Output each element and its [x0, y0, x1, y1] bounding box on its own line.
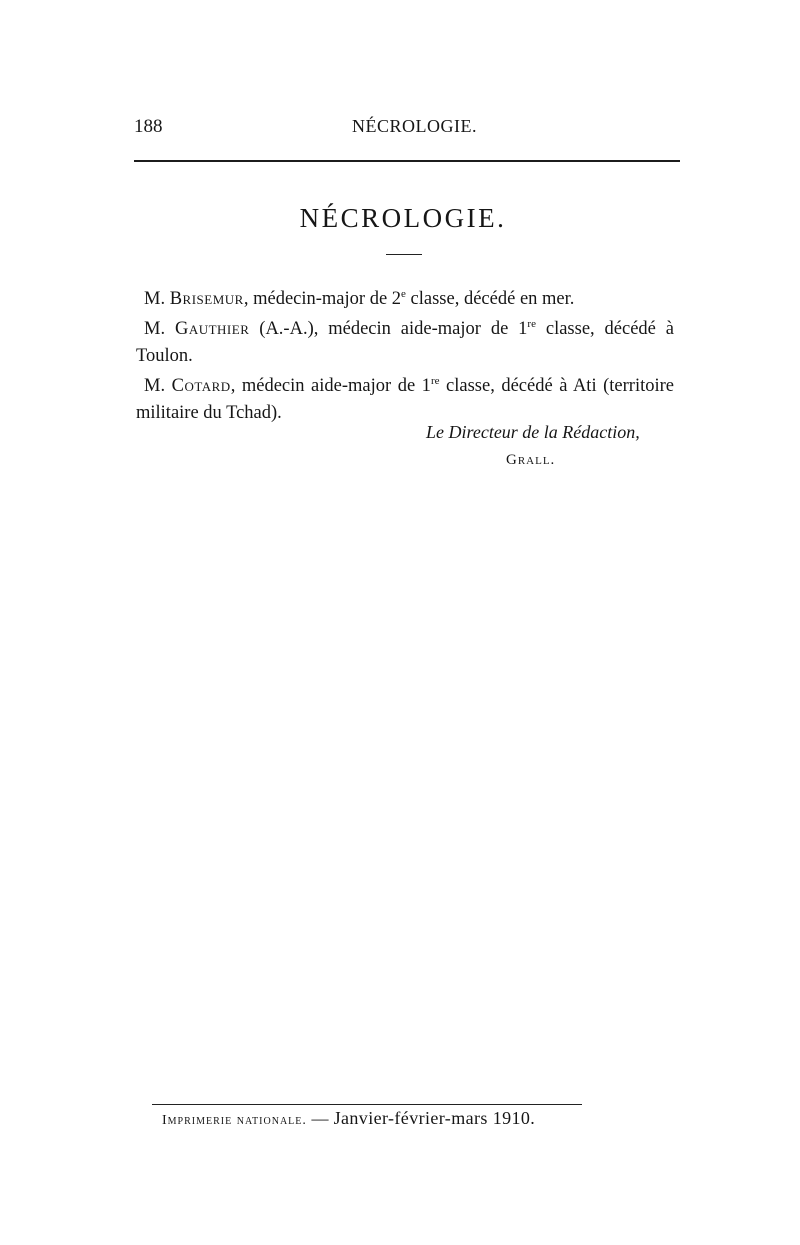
entry-text: classe, décédé en mer.: [405, 289, 575, 309]
signature-name: Grall.: [506, 452, 556, 468]
imprint-printer: Imprimerie nationale.: [162, 1113, 307, 1128]
imprint-separator: —: [306, 1109, 334, 1128]
page-number: 188: [134, 116, 163, 137]
entry-text: classe, décédé à Toulon.: [136, 318, 674, 366]
entry-superscript: re: [430, 374, 440, 387]
entry-superscript: e: [401, 288, 406, 300]
obituary-entry: [136, 286, 674, 314]
signature-role: Le Directeur de la Rédaction,: [426, 422, 640, 442]
entry-superscript: re: [527, 317, 536, 330]
obituary-list: [136, 286, 674, 430]
running-head: [134, 116, 680, 142]
entry-name: Gauthier: [174, 318, 250, 339]
title-rule: [386, 254, 422, 255]
imprint-date: Janvier-février-mars 1910.: [333, 1108, 536, 1128]
header-rule: [134, 160, 680, 162]
entry-prefix: M.: [144, 375, 172, 396]
footer-rule: [152, 1104, 582, 1105]
entry-prefix: M.: [144, 289, 170, 309]
entry-name: Brisemur: [169, 289, 244, 309]
entry-prefix: M.: [144, 318, 175, 339]
imprint-line: [162, 1108, 602, 1129]
entry-text: , médecin-major de 2: [243, 289, 402, 309]
entry-text: (A.-A.), médecin aide-major de 1: [249, 318, 528, 339]
entry-text: classe, décédé à Ati (territoire militaire du Tchad).: [136, 375, 674, 423]
running-title: NÉCROLOGIE.: [352, 116, 477, 136]
entry-text: , médecin aide-major de 1: [230, 375, 431, 396]
entry-name: Cotard: [171, 375, 231, 396]
signature-block: [426, 418, 686, 474]
section-title: NÉCROLOGIE.: [299, 203, 507, 233]
obituary-entry: [136, 316, 674, 371]
